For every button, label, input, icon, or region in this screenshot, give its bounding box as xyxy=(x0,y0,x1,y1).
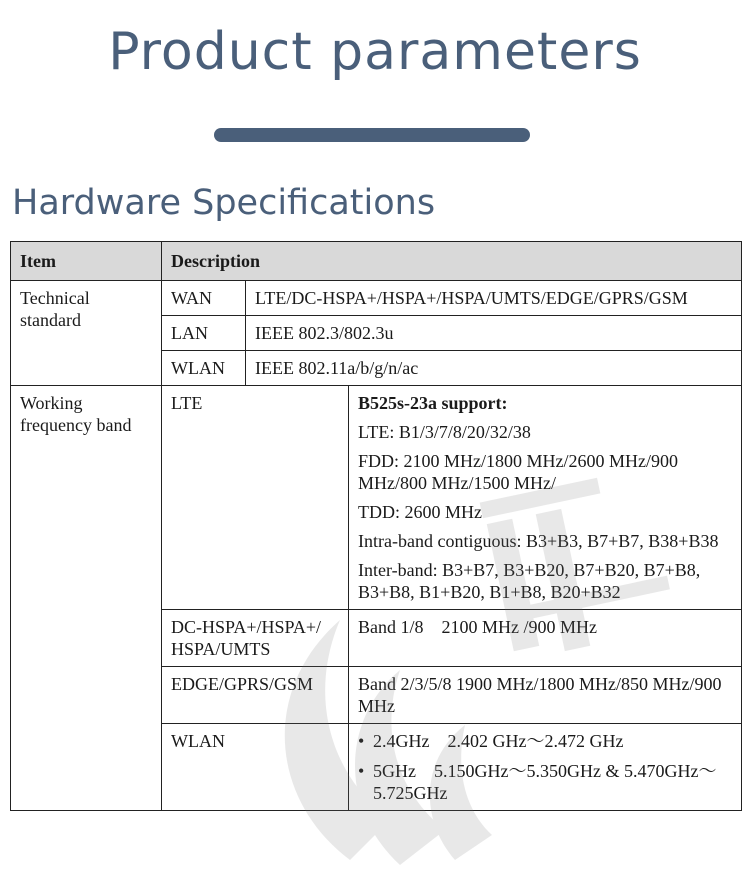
header-description: Description xyxy=(162,242,742,281)
freq-value-edge: Band 2/3/5/8 1900 MHz/1800 MHz/850 MHz/900 MHz xyxy=(349,667,742,724)
title-underline-bar xyxy=(214,128,530,142)
freq-name-hspa: DC-HSPA+/HSPA+/ HSPA/UMTS xyxy=(162,610,349,667)
wlan-5ghz: 5GHz 5.150GHz～5.350GHz & 5.470GHz～5.725GHz xyxy=(373,761,717,803)
list-item xyxy=(358,730,732,752)
freq-name-lte: LTE xyxy=(162,386,349,610)
lte-tdd: TDD: 2600 MHz xyxy=(358,502,482,522)
row-name-wan: WAN xyxy=(162,281,246,316)
header-item: Item xyxy=(11,242,162,281)
section-title: Hardware Specifications xyxy=(12,183,436,223)
table-row xyxy=(11,281,742,316)
freq-value-hspa: Band 1/8 2100 MHz /900 MHz xyxy=(349,610,742,667)
row-name-wlan: WLAN xyxy=(162,351,246,386)
freq-value-lte xyxy=(349,386,742,610)
lte-intra-band: Intra-band contiguous: B3+B3, B7+B7, B38+B38 xyxy=(358,531,719,551)
freq-value-wlan xyxy=(349,724,742,811)
wlan-24ghz: 2.4GHz 2.402 GHz～2.472 GHz xyxy=(373,731,624,751)
bullet-icon: • xyxy=(358,731,365,751)
technical-standard-label: Technical standard xyxy=(11,281,162,386)
freq-name-edge: EDGE/GPRS/GSM xyxy=(162,667,349,724)
freq-name-wlan: WLAN xyxy=(162,724,349,811)
row-value-lan: IEEE 802.3/802.3u xyxy=(246,316,742,351)
lte-inter-band: Inter-band: B3+B7, B3+B20, B7+B20, B7+B8, B3+B8, B1+B20, B1+B8, B20+B32 xyxy=(358,560,701,602)
frequency-band-label: Working frequency band xyxy=(11,386,162,811)
table-row xyxy=(11,386,742,610)
lte-fdd: FDD: 2100 MHz/1800 MHz/2600 MHz/900 MHz/800 MHz/1500 MHz/ xyxy=(358,451,678,493)
row-value-wan: LTE/DC-HSPA+/HSPA+/HSPA/UMTS/EDGE/GPRS/GSM xyxy=(246,281,742,316)
list-item xyxy=(358,760,732,804)
row-value-wlan: IEEE 802.11a/b/g/n/ac xyxy=(246,351,742,386)
page-title: Product parameters xyxy=(108,22,642,82)
lte-bands: LTE: B1/3/7/8/20/32/38 xyxy=(358,422,531,442)
row-name-lan: LAN xyxy=(162,316,246,351)
lte-model-support: B525s-23a support: xyxy=(358,393,508,413)
hardware-spec-table xyxy=(10,241,742,811)
bullet-icon: • xyxy=(358,761,365,781)
table-header-row xyxy=(11,242,742,281)
